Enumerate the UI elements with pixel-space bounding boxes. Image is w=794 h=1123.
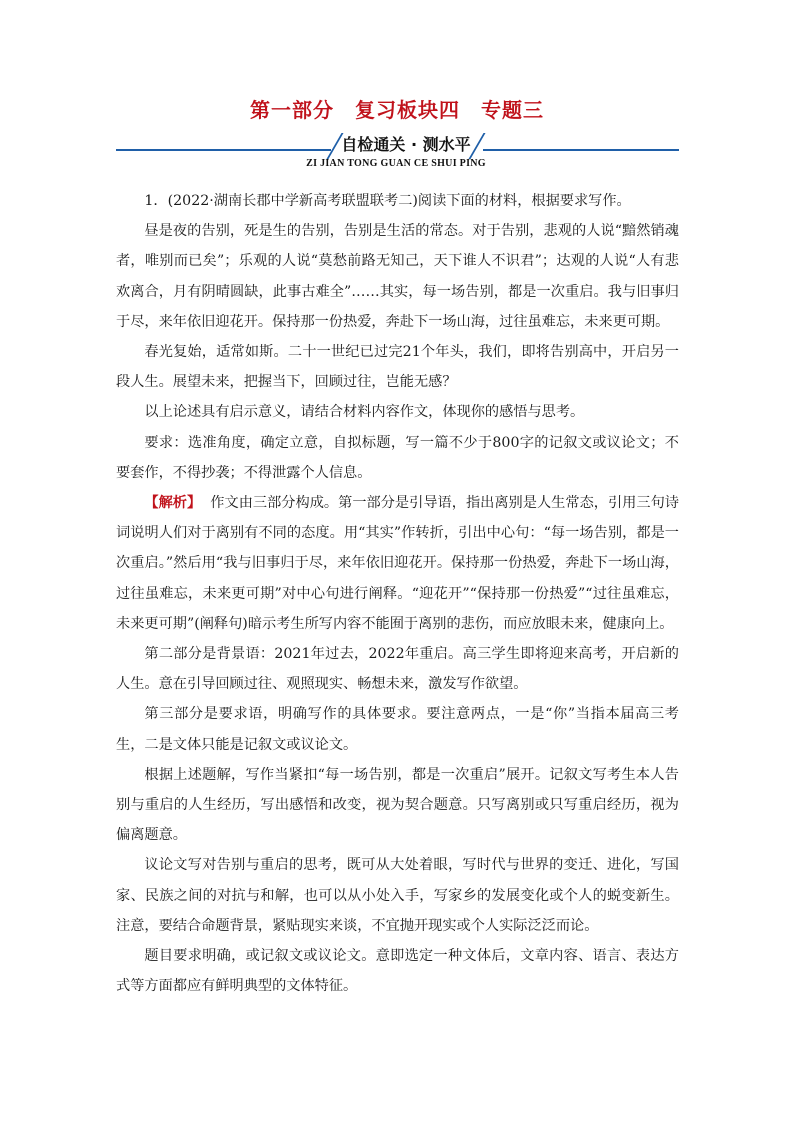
analysis-paragraph: 根据上述题解，写作当紧扣“每一场告别，都是一次重启”展开。记叙文写考生本人告别与重启的人生经历，写出感悟和改变，视为契合题意。只写离别或只写重启经历，视为偏离题意。 — [116, 766, 679, 844]
analysis-paragraph — [116, 488, 679, 639]
banner-label: 自检通关 · 测水平 — [341, 135, 471, 154]
analysis-paragraph: 题目要求明确，或记叙文或议论文。意即选定一种文体后，文章内容、语言、表达方式等方面都应有鲜明典型的文体特征。 — [116, 948, 679, 995]
banner-label-box — [326, 133, 486, 155]
document-body — [116, 186, 679, 1001]
banner-rule-left — [116, 149, 331, 151]
section-banner — [116, 131, 679, 175]
analysis-paragraph: 第二部分是背景语：2021年过去，2022年重启。高三学生即将迎来高考，开启新的人生。意在引导回顾过往、观照现实、畅想未来，激发写作欲望。 — [116, 646, 679, 693]
analysis-paragraph: 第三部分是要求语，明确写作的具体要求。要注意两点，一是“你”当指本届高三考生，二是文体只能是记叙文或议论文。 — [116, 706, 679, 753]
question-stem: 1．(2022·湖南长郡中学新高考联盟联考二)阅读下面的材料，根据要求写作。 — [144, 193, 631, 209]
page-title: 第一部分 复习板块四 专题三 — [250, 98, 544, 122]
material-paragraph: 昼是夜的告别，死是生的告别，告别是生活的常态。对于告别，悲观的人说“黯然销魂者，唯别而已矣”；乐观的人说“莫愁前路无知己，天下谁人不识君”；达观的人说“人有悲欢离合，月有阴晴圆缺，此事古难全”……其实，每一场告别，都是一次重启。我与旧事归于尽，来年依旧迎花开。保持那一份热爱，奔赴下一场山海，过往虽难忘，未来更可期。 — [116, 223, 679, 330]
analysis-tag: 【解析】 — [144, 495, 202, 512]
requirements-paragraph: 要求：选准角度，确定立意，自拟标题，写一篇不少于800字的记叙文或议论文；不要套作，不得抄袭；不得泄露个人信息。 — [116, 434, 679, 481]
analysis-text: 作文由三部分构成。第一部分是引导语，指出离别是人生常态，引用三句诗词说明人们对于离别有不同的态度。用“其实”作转折，引出中心句：“每一场告别，都是一次重启。”然后用“我与旧事归于尽，来年依旧迎花开。保持那一份热爱，奔赴下一场山海，过往虽难忘，未来更可期”对中心句进行阐释。“迎花开”“保持那一份热爱”“过往虽难忘，未来更可期”(阐释句)暗示考生所写内容不能囿于离别的悲伤，而应放眼未来，健康向上。 — [116, 495, 679, 632]
banner-rule-right — [483, 149, 679, 151]
banner-pinyin: ZI JIAN TONG GUAN CE SHUI PING — [306, 158, 486, 169]
analysis-paragraph: 议论文写对告别与重启的思考，既可从大处着眼，写时代与世界的变迁、进化，写国家、民族之间的对抗与和解，也可以从小处入手，写家乡的发展变化或个人的蜕变新生。注意，要结合命题背景，紧贴现实来谈，不宜抛开现实或个人实际泛泛而论。 — [116, 857, 679, 934]
prompt-paragraph: 以上论述具有启示意义，请结合材料内容作文，体现你的感悟与思考。 — [144, 404, 585, 421]
material-paragraph: 春光复始，适常如斯。二十一世纪已过完21个年头，我们，即将告别高中，开启另一段人生。展望未来，把握当下，回顾过往，岂能无感？ — [116, 344, 679, 391]
